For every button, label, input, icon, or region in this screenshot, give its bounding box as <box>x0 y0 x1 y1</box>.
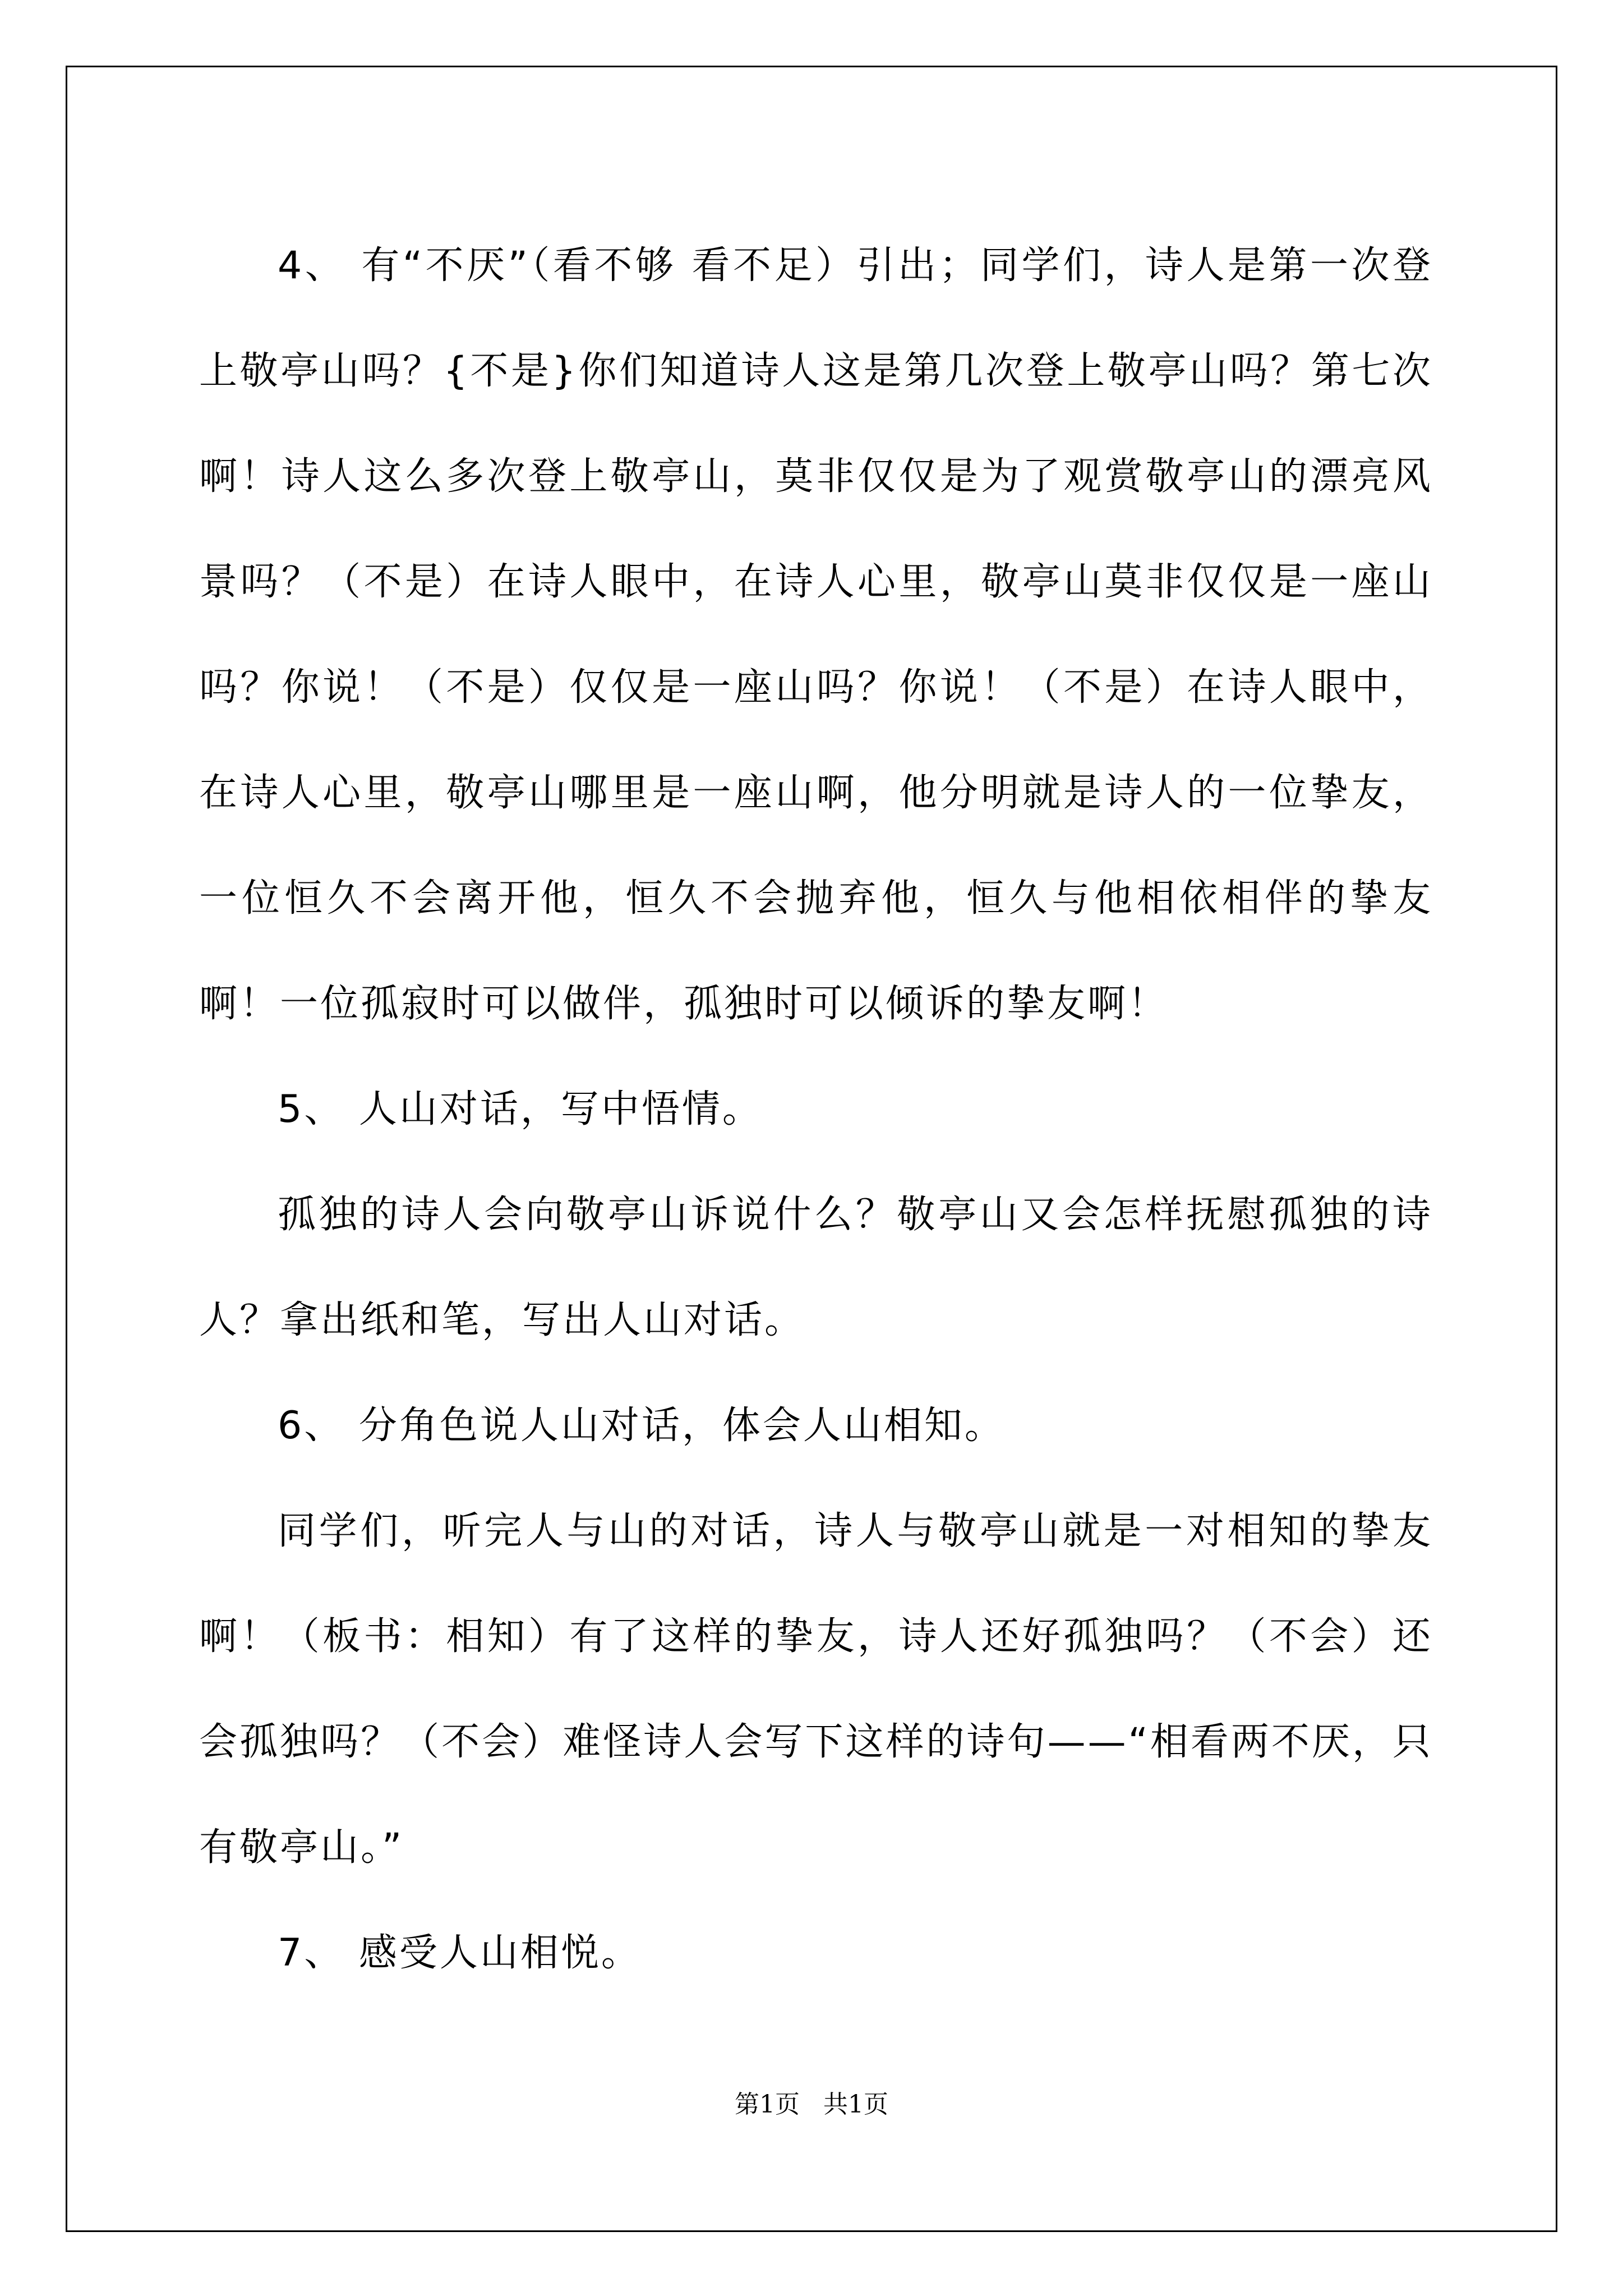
paragraph-6-body: 同学们，听完人与山的对话，诗人与敬亭山就是一对相知的挚友啊！（板书：相知）有了这样的挚友，诗人还好孤独吗？（不会）还会孤独吗？（不会）难怪诗人会写下这样的诗句——“相看两不厌，只有敬亭山。” <box>199 1509 1433 1870</box>
paragraph-4: 4、 有“不厌”（看不够 看不足）引出；同学们，诗人是第一次登上敬亭山吗？{不是}你们知道诗人这是第几次登上敬亭山吗？第七次啊！诗人这么多次登上敬亭山，莫非仅仅是为了观赏敬亭山的漂亮风景吗？（不是）在诗人眼中，在诗人心里，敬亭山莫非仅仅是一座山吗？你说！（不是）仅仅是一座山吗？你说！（不是）在诗人眼中，在诗人心里，敬亭山哪里是一座山啊，他分明就是诗人的一位挚友，一位恒久不会离开他，恒久不会抛弃他，恒久与他相依相伴的挚友啊！一位孤寂时可以做伴，孤独时可以倾诉的挚友啊！ <box>199 243 1433 1026</box>
paragraph-5: 5、 人山对话，写中悟情。 <box>278 1087 763 1131</box>
paragraph-5-body: 孤独的诗人会向敬亭山诉说什么？敬亭山又会怎样抚慰孤独的诗人？拿出纸和笔，写出人山对话。 <box>199 1193 1433 1342</box>
paragraph-7: 7、 感受人山相悦。 <box>278 1931 642 1975</box>
paragraph-6: 6、 分角色说人山对话，体会人山相知。 <box>278 1404 1005 1448</box>
page-footer: 第1页 共1页 <box>735 2090 888 2119</box>
document-body <box>199 213 1433 2006</box>
